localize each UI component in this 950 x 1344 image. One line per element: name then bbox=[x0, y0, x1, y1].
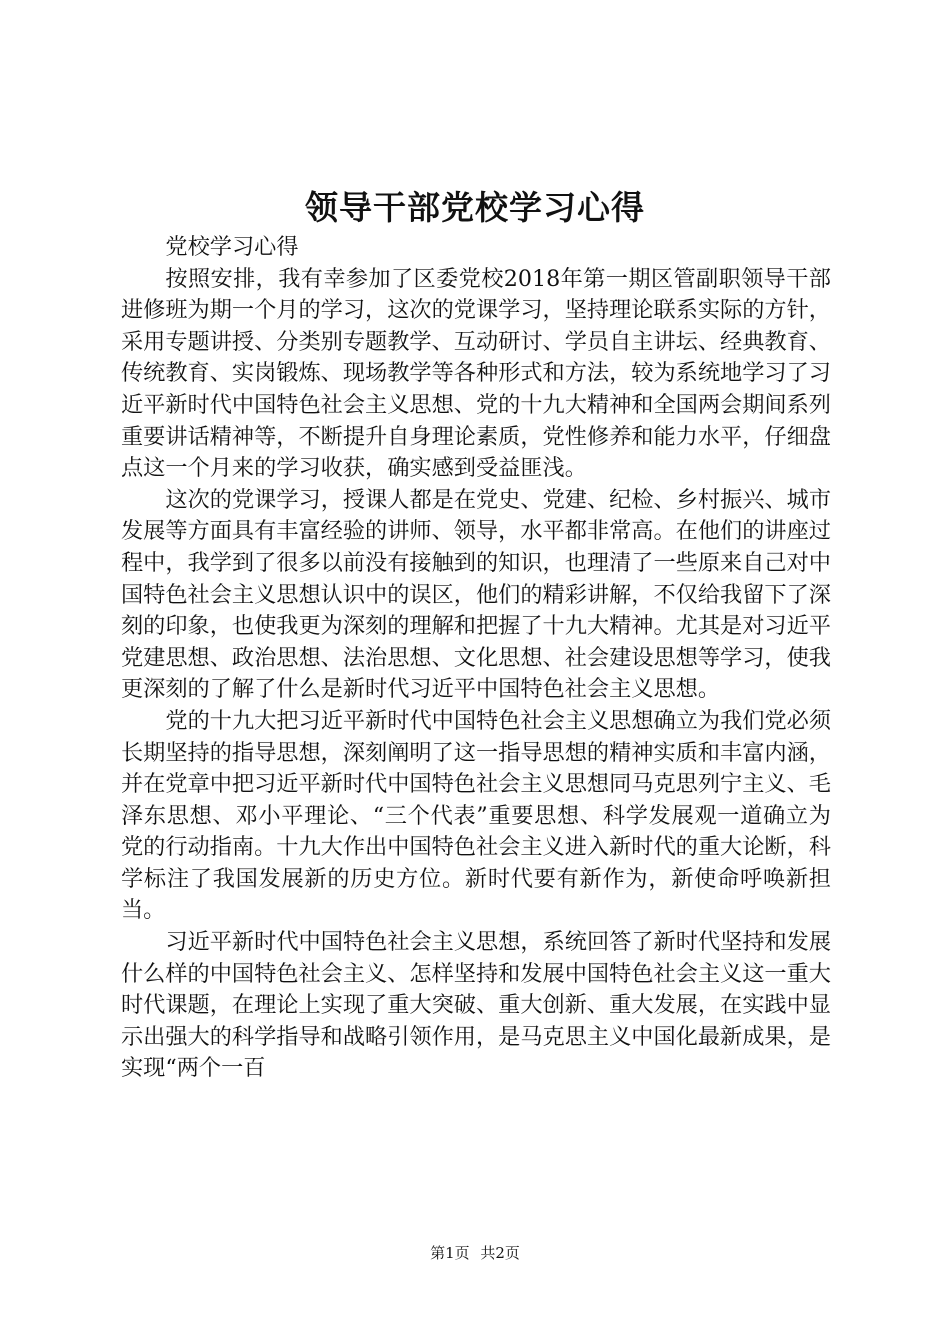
paragraph-4: 习近平新时代中国特色社会主义思想，系统回答了新时代坚持和发展什么样的中国特色社会主义、怎样坚持和发展中国特色社会主义这一重大时代课题，在理论上实现了重大突破、重大创新、重大发展，在实践中显示出强大的科学指导和战略引领作用，是马克思主义中国化最新成果，是实现“两个一百 bbox=[121, 929, 832, 1082]
paragraph-2: 这次的党课学习，授课人都是在党史、党建、纪检、乡村振兴、城市发展等方面具有丰富经验的讲师、领导，水平都非常高。在他们的讲座过程中，我学到了很多以前没有接触到的知识，也理清了一些原来自己对中国特色社会主义思想认识中的误区，他们的精彩讲解，不仅给我留下了深刻的印象，也使我更为深刻的理解和把握了十九大精神。尤其是对习近平党建思想、政治思想、法治思想、文化思想、社会建设思想等学习，使我更深刻的了解了什么是新时代习近平中国特色社会主义思想。 bbox=[121, 486, 832, 703]
document-body bbox=[121, 232, 831, 1085]
page-number: 第1页 bbox=[430, 1244, 470, 1262]
page-footer bbox=[0, 1243, 950, 1263]
page-total: 共2页 bbox=[480, 1244, 520, 1262]
paragraph-3: 党的十九大把习近平新时代中国特色社会主义思想确立为我们党必须长期坚持的指导思想，深刻阐明了这一指导思想的精神实质和丰富内涵，并在党章中把习近平新时代中国特色社会主义思想同马克思列宁主义、毛泽东思想、邓小平理论、“三个代表”重要思想、科学发展观一道确立为党的行动指南。十九大作出中国特色社会主义进入新时代的重大论断，科学标注了我国发展新的历史方位。新时代要有新作为，新使命呼唤新担当。 bbox=[121, 707, 832, 924]
document-subtitle: 党校学习心得 bbox=[165, 234, 299, 260]
paragraph-1: 按照安排，我有幸参加了区委党校2018年第一期区管副职领导干部进修班为期一个月的学习，这次的党课学习，坚持理论联系实际的方针，采用专题讲授、分类别专题教学、互动研讨、学员自主讲坛、经典教育、传统教育、实岗锻炼、现场教学等各种形式和方法，较为系统地学习了习近平新时代中国特色社会主义思想、党的十九大精神和全国两会期间系列重要讲话精神等，不断提升自身理论素质，党性修养和能力水平，仔细盘点这一个月来的学习收获，确实感到受益匪浅。 bbox=[121, 265, 831, 482]
document-title: 领导干部党校学习心得 bbox=[305, 188, 645, 227]
